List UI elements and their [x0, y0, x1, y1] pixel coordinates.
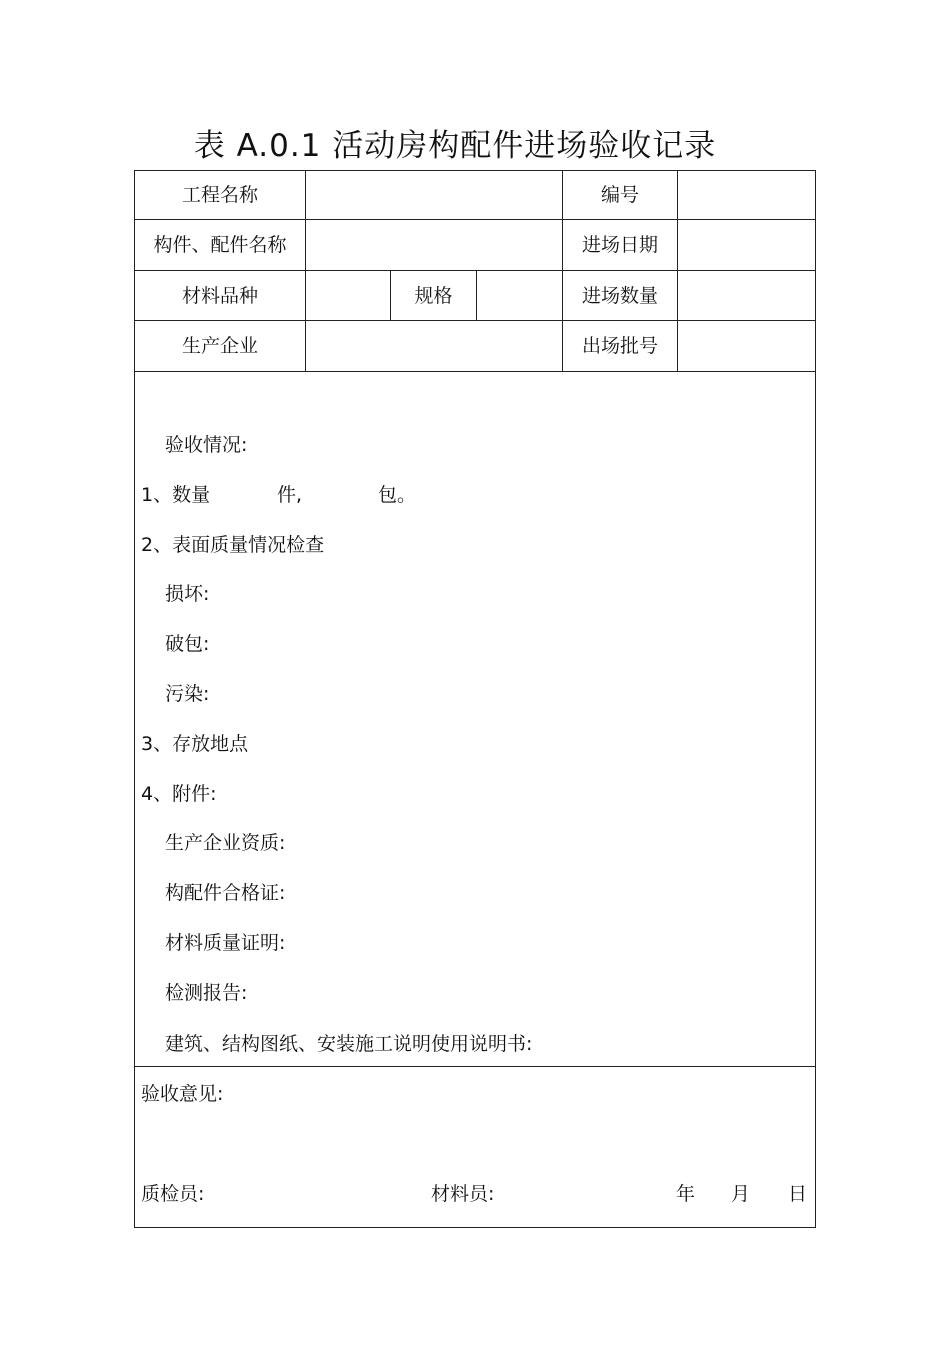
label-project-name: 工程名称 — [181, 184, 258, 206]
item-surface-quality: 2、表面质量情况检查 — [141, 534, 325, 556]
label-test-report: 检测报告: — [165, 982, 248, 1004]
field-component-name[interactable] — [306, 220, 562, 270]
field-project-name[interactable] — [306, 171, 562, 219]
label-pollution: 污染: — [165, 683, 210, 705]
label-material-type: 材料品种 — [181, 284, 258, 307]
field-entry-date[interactable] — [678, 220, 815, 270]
field-spec[interactable] — [477, 271, 562, 320]
field-manufacturer[interactable] — [306, 321, 562, 371]
item-storage-location: 3、存放地点 — [141, 733, 249, 755]
label-drawings: 建筑、结构图纸、安装施工说明使用说明书: — [165, 1033, 533, 1055]
item-quantity-unit-pack: 包。 — [378, 484, 417, 506]
label-batch-no: 出场批号 — [581, 335, 658, 357]
opinion-heading: 验收意见: — [141, 1083, 224, 1105]
field-batch-no[interactable] — [678, 321, 815, 371]
label-entry-date: 进场日期 — [581, 234, 658, 256]
label-material-clerk: 材料员: — [431, 1183, 495, 1205]
item-quantity-unit-piece: 件, — [277, 484, 303, 506]
label-day: 日 — [788, 1183, 808, 1205]
table-border-right — [815, 170, 816, 1228]
field-entry-quantity[interactable] — [678, 271, 815, 320]
field-number[interactable] — [678, 171, 815, 219]
label-damage: 损坏: — [165, 583, 210, 605]
inspection-heading: 验收情况: — [165, 434, 248, 456]
label-spec: 规格 — [414, 284, 453, 307]
label-quality-proof: 材料质量证明: — [165, 932, 286, 954]
item-quantity-label: 1、数量 — [141, 484, 211, 506]
page-title: 表 A.0.1 活动房构配件进场验收记录 — [193, 128, 717, 164]
label-year: 年 — [676, 1183, 696, 1205]
label-certificate: 构配件合格证: — [165, 882, 286, 904]
section-divider — [134, 1066, 816, 1067]
label-broken-pack: 破包: — [165, 633, 210, 655]
table-border-bottom — [134, 1227, 816, 1228]
item-attachments: 4、附件: — [141, 783, 217, 805]
label-component-name: 构件、配件名称 — [153, 234, 287, 256]
label-number: 编号 — [600, 184, 639, 206]
row-divider — [134, 371, 816, 372]
label-manufacturer: 生产企业 — [181, 335, 258, 357]
label-entry-quantity: 进场数量 — [581, 284, 658, 307]
field-material-type[interactable] — [306, 271, 390, 320]
label-qualification: 生产企业资质: — [165, 832, 286, 854]
label-month: 月 — [731, 1183, 751, 1205]
label-inspector: 质检员: — [141, 1183, 205, 1205]
